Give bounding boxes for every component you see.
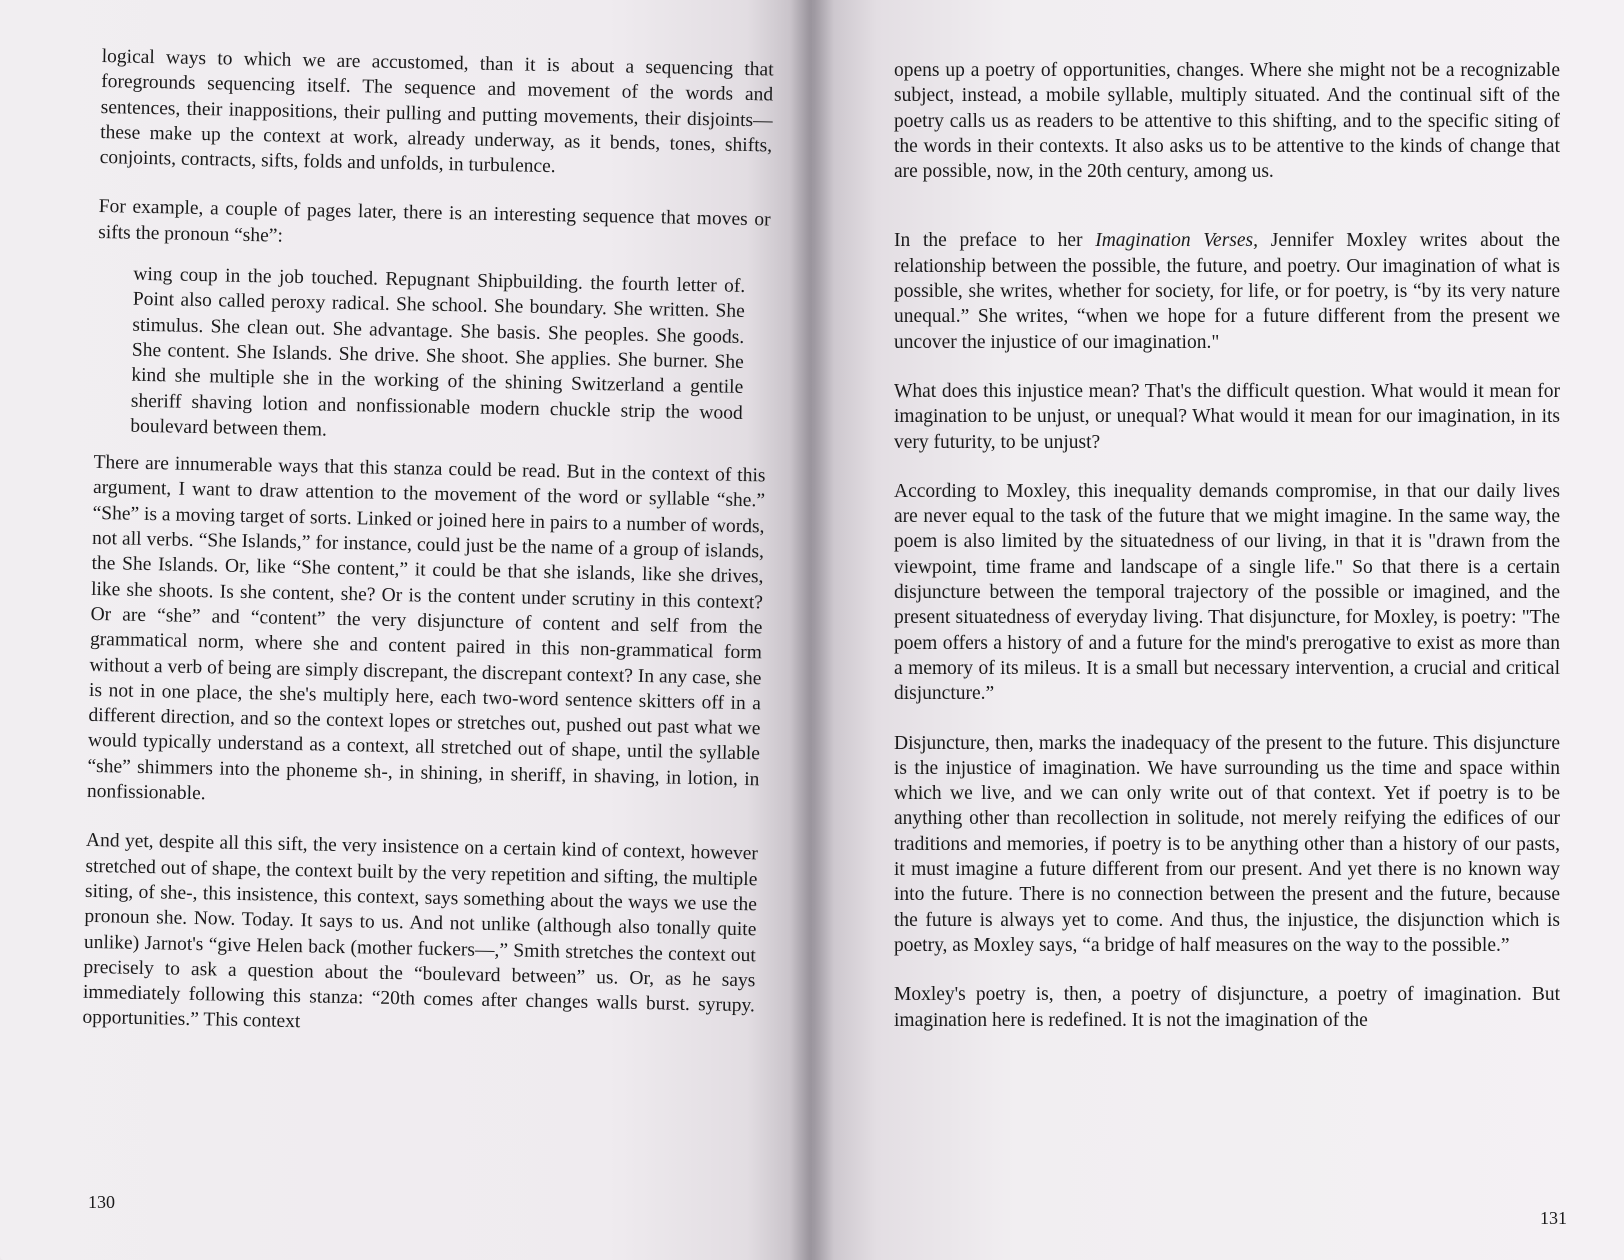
right-paragraph-4: According to Moxley, this inequality demands compromise, in that our daily lives are never equal to the task of the future that we might imagine. In the same way, the poem is also limited by the situatedness of our living, in that it is "drawn from the viewpoint, time frame and landscape of a single life." So that there is a certain disjuncture between the temporal trajectory of the possible or imagined, and the present situatedness of everyday living. That disjuncture, for Moxley, is poetry: "The poem offers a history of and a future for the mind's prerogative to exist as more than a memory of its mileus. It is a small but necessary intervention, a crucial and critical disjuncture.”: [894, 480, 1560, 705]
page-number-right: 131: [1540, 1208, 1567, 1228]
right-paragraph-3: What does this injustice mean? That's the difficult question. What would it mean for imagination to be unjust, or unequal? What would it mean for our imagination, in its very futurity, to be unjust?: [894, 380, 1560, 453]
quoted-stanza: wing coup in the job touched. Repugnant Shipbuilding. the fourth letter of. Point also called peroxy radical. She school. She boundary. She written. She stimulus. She clean out. She advantage. She basis. She peoples. She goods. She content. She Islands. She drive. She shoot. She applies. She burner. She kind she multiple she in the working of the shining Switzerland a gentile sheriff shaving lotion and nonfissionable modern chuckle strip the wood boulevard between them.: [130, 263, 746, 441]
book-title-imagination-verses: Imagination Verses,: [1095, 230, 1259, 252]
right-paragraph-2: [894, 228, 1560, 354]
right-paragraph-6: Moxley's poetry is, then, a poetry of disjuncture, a poetry of imagination. But imagination here is redefined. It is not the imagination of the: [894, 984, 1560, 1031]
left-paragraph-2: For example, a couple of pages later, there is an interesting sequence that moves or sifts the pronoun “she”:: [98, 196, 771, 247]
left-paragraph-1: logical ways to which we are accustomed, than it is about a sequencing that foregrounds sequencing itself. The sequence and movement of the words and sentences, their inappositions, their pulling and putting movements, their disjoints—these make up the context at work, already underway, as it bends, tones, shifts, conjoints, contracts, sifts, folds and unfolds, in turbulence.: [99, 45, 774, 178]
right-page: [812, 0, 1624, 1260]
right-paragraph-1: opens up a poetry of opportunities, changes. Where she might not be a recognizable subject, instead, a mobile syllable, multiply situated. And the continual sift of the poetry calls us as readers to be attentive to this shifting, and to the specific siting of the words in their contexts. It also asks us to be attentive to the kinds of change that are possible, now, in the 20th century, among us.: [894, 60, 1560, 183]
left-paragraph-4: And yet, despite all this sift, the very insistence on a certain kind of context, however stretched out of shape, the context built by the very repetition and sifting, the multiple siting, of she-, this insistence, this context, says something about the ways we use the pronoun she. Now. Today. It says to us. And not unlike (although also tonally quite unlike) Jarnot's “give Helen back (mother fuckers—,” Smith stretches the context out precisely to ask a question about the “boulevard between” us. Or, as he says immediately following this stanza: “20th comes after changes walls burst. syrupy. opportunities.” This context: [82, 830, 759, 1033]
page-number-left: 130: [88, 1192, 115, 1212]
p2-after: Jennifer Moxley writes about the relationship between the possible, the future, and poetry. Our imagination of what is possible, she writes, whether for society, for life, or for poetry, is “by its very nature unequal.” She writes, “when we hope for a future different from the present we uncover the injustice of our imagination.": [894, 230, 1561, 353]
left-page-text: [82, 44, 774, 1068]
left-paragraph-3: There are innumerable ways that this stanza could be read. But in the context of this argument, I want to draw attention to the movement of the word or syllable “she.” “She” is a moving target of sorts. Linked or joined here in pairs to a number of words, not all verbs. “She Islands,” for instance, could just be the name of a group of islands, the She Islands. Or, like “She content,” it could be that she islands, like she drives, like she shoots. Is she content, she? Or is the content under scrutiny in this context? Or are “she” and “content” the very disjuncture of content and self from the grammatical norm, where she and content paired in this non-grammatical form without a verb of being are simply discrepant, the discrepant context? In any case, she is not in one place, the she's multiply here, each two-word sentence skitters off in a different direction, and so the context lopes or stretches out, pushed out past what we would typically understand as a context, all stretched out of shape, until the syllable “she” shimmers into the phoneme sh-, in shining, in sheriff, in shaving, in lotion, in nonfissionable.: [86, 452, 766, 805]
right-paragraph-5: Disjuncture, then, marks the inadequacy of the present to the future. This disjuncture is the injustice of imagination. We have surrounding us the time and space within which we live, and we can only write out of that context. Yet if poetry is to be anything other than recollection in solitude, not merely reifying the edifices of our traditions and memories, if poetry is to be anything other than a history of our pasts, it must imagine a future different from our present. And yet there is no known way into the future. There is no connection between the present and the future, because the future is always yet to come. And thus, the injustice, the disjunction which is poetry, as Moxley says, “a bridge of half measures on the way to the possible.”: [894, 732, 1560, 956]
p2-before: In the preface to her: [894, 230, 1096, 252]
right-page-text: [894, 58, 1560, 1057]
